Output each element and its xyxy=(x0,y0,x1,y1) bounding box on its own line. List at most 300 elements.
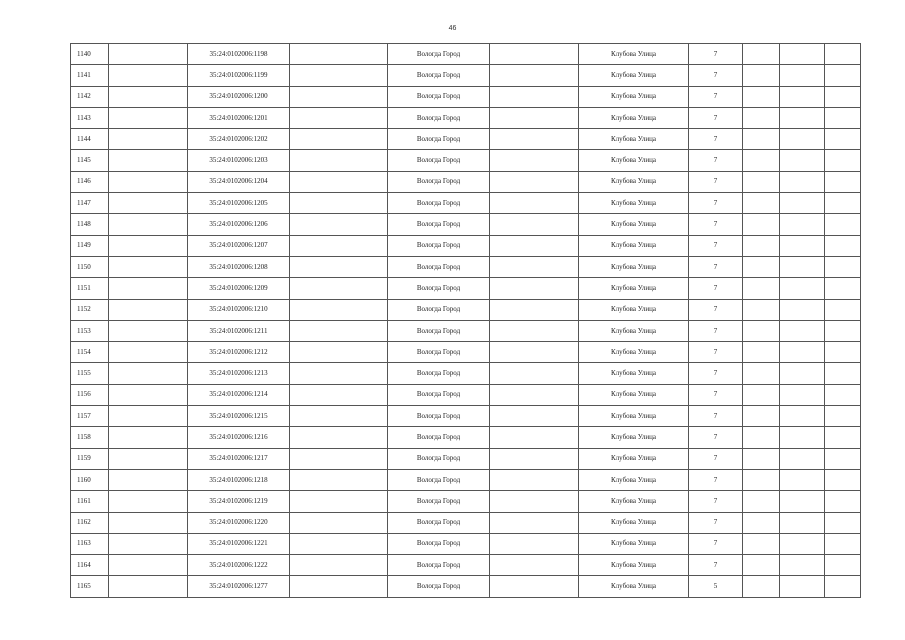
street-cell: Клубова Улица xyxy=(579,491,689,512)
table-row xyxy=(71,427,861,448)
empty-cell xyxy=(109,469,188,490)
cadastral-number-cell: 35:24:0102006:1209 xyxy=(188,278,290,299)
table-row xyxy=(71,65,861,86)
empty-cell xyxy=(743,363,780,384)
empty-cell xyxy=(109,491,188,512)
city-cell: Вологда Город xyxy=(388,235,490,256)
city-cell: Вологда Город xyxy=(388,406,490,427)
empty-cell xyxy=(825,448,861,469)
empty-cell xyxy=(780,469,825,490)
empty-cell xyxy=(490,107,579,128)
empty-cell xyxy=(109,448,188,469)
cadastral-number-cell: 35:24:0102006:1222 xyxy=(188,555,290,576)
table-row xyxy=(71,150,861,171)
empty-cell xyxy=(743,448,780,469)
empty-cell xyxy=(743,65,780,86)
house-number-cell: 7 xyxy=(689,107,743,128)
empty-cell xyxy=(109,299,188,320)
empty-cell xyxy=(780,235,825,256)
empty-cell xyxy=(825,555,861,576)
empty-cell xyxy=(743,150,780,171)
registry-table xyxy=(70,43,861,598)
empty-cell xyxy=(780,193,825,214)
empty-cell xyxy=(290,193,388,214)
empty-cell xyxy=(490,384,579,405)
empty-cell xyxy=(780,427,825,448)
city-cell: Вологда Город xyxy=(388,384,490,405)
empty-cell xyxy=(825,406,861,427)
empty-cell xyxy=(825,193,861,214)
city-cell: Вологда Город xyxy=(388,576,490,597)
row-number-cell: 1158 xyxy=(71,427,109,448)
empty-cell xyxy=(290,342,388,363)
empty-cell xyxy=(743,235,780,256)
empty-cell xyxy=(290,278,388,299)
empty-cell xyxy=(743,44,780,65)
house-number-cell: 7 xyxy=(689,533,743,554)
table-row xyxy=(71,235,861,256)
table-row xyxy=(71,555,861,576)
house-number-cell: 7 xyxy=(689,278,743,299)
empty-cell xyxy=(780,150,825,171)
empty-cell xyxy=(490,469,579,490)
empty-cell xyxy=(109,171,188,192)
empty-cell xyxy=(490,491,579,512)
empty-cell xyxy=(780,171,825,192)
street-cell: Клубова Улица xyxy=(579,86,689,107)
table-row xyxy=(71,171,861,192)
row-number-cell: 1151 xyxy=(71,278,109,299)
empty-cell xyxy=(490,86,579,107)
empty-cell xyxy=(743,384,780,405)
street-cell: Клубова Улица xyxy=(579,235,689,256)
row-number-cell: 1164 xyxy=(71,555,109,576)
empty-cell xyxy=(825,86,861,107)
row-number-cell: 1140 xyxy=(71,44,109,65)
street-cell: Клубова Улица xyxy=(579,342,689,363)
city-cell: Вологда Город xyxy=(388,363,490,384)
city-cell: Вологда Город xyxy=(388,256,490,277)
empty-cell xyxy=(780,406,825,427)
empty-cell xyxy=(490,278,579,299)
empty-cell xyxy=(109,576,188,597)
table-row xyxy=(71,448,861,469)
table-row xyxy=(71,214,861,235)
empty-cell xyxy=(743,342,780,363)
empty-cell xyxy=(825,320,861,341)
cadastral-number-cell: 35:24:0102006:1277 xyxy=(188,576,290,597)
cadastral-number-cell: 35:24:0102006:1218 xyxy=(188,469,290,490)
cadastral-number-cell: 35:24:0102006:1211 xyxy=(188,320,290,341)
house-number-cell: 7 xyxy=(689,384,743,405)
row-number-cell: 1165 xyxy=(71,576,109,597)
empty-cell xyxy=(780,214,825,235)
empty-cell xyxy=(780,363,825,384)
row-number-cell: 1155 xyxy=(71,363,109,384)
empty-cell xyxy=(825,299,861,320)
empty-cell xyxy=(825,576,861,597)
city-cell: Вологда Город xyxy=(388,342,490,363)
empty-cell xyxy=(490,512,579,533)
empty-cell xyxy=(290,107,388,128)
house-number-cell: 7 xyxy=(689,129,743,150)
empty-cell xyxy=(290,299,388,320)
table-row xyxy=(71,576,861,597)
street-cell: Клубова Улица xyxy=(579,129,689,150)
table-row xyxy=(71,363,861,384)
city-cell: Вологда Город xyxy=(388,107,490,128)
table-row xyxy=(71,278,861,299)
empty-cell xyxy=(290,427,388,448)
city-cell: Вологда Город xyxy=(388,533,490,554)
empty-cell xyxy=(780,278,825,299)
street-cell: Клубова Улица xyxy=(579,299,689,320)
empty-cell xyxy=(109,342,188,363)
empty-cell xyxy=(780,448,825,469)
street-cell: Клубова Улица xyxy=(579,44,689,65)
cadastral-number-cell: 35:24:0102006:1201 xyxy=(188,107,290,128)
registry-table-body xyxy=(71,44,861,598)
house-number-cell: 7 xyxy=(689,65,743,86)
city-cell: Вологда Город xyxy=(388,129,490,150)
city-cell: Вологда Город xyxy=(388,65,490,86)
empty-cell xyxy=(743,129,780,150)
empty-cell xyxy=(825,107,861,128)
empty-cell xyxy=(109,107,188,128)
cadastral-number-cell: 35:24:0102006:1210 xyxy=(188,299,290,320)
street-cell: Клубова Улица xyxy=(579,150,689,171)
empty-cell xyxy=(780,299,825,320)
empty-cell xyxy=(490,448,579,469)
house-number-cell: 7 xyxy=(689,235,743,256)
row-number-cell: 1153 xyxy=(71,320,109,341)
empty-cell xyxy=(743,214,780,235)
empty-cell xyxy=(743,427,780,448)
street-cell: Клубова Улица xyxy=(579,448,689,469)
empty-cell xyxy=(290,363,388,384)
empty-cell xyxy=(109,214,188,235)
row-number-cell: 1154 xyxy=(71,342,109,363)
page-number: 46 xyxy=(448,25,457,32)
street-cell: Клубова Улица xyxy=(579,533,689,554)
empty-cell xyxy=(780,555,825,576)
city-cell: Вологда Город xyxy=(388,44,490,65)
empty-cell xyxy=(780,256,825,277)
empty-cell xyxy=(780,491,825,512)
empty-cell xyxy=(109,65,188,86)
cadastral-number-cell: 35:24:0102006:1198 xyxy=(188,44,290,65)
empty-cell xyxy=(780,44,825,65)
cadastral-number-cell: 35:24:0102006:1204 xyxy=(188,171,290,192)
empty-cell xyxy=(290,256,388,277)
row-number-cell: 1146 xyxy=(71,171,109,192)
empty-cell xyxy=(109,256,188,277)
empty-cell xyxy=(290,86,388,107)
house-number-cell: 7 xyxy=(689,171,743,192)
empty-cell xyxy=(780,86,825,107)
row-number-cell: 1157 xyxy=(71,406,109,427)
empty-cell xyxy=(825,512,861,533)
row-number-cell: 1143 xyxy=(71,107,109,128)
empty-cell xyxy=(780,107,825,128)
table-row xyxy=(71,384,861,405)
house-number-cell: 7 xyxy=(689,448,743,469)
empty-cell xyxy=(290,384,388,405)
row-number-cell: 1147 xyxy=(71,193,109,214)
city-cell: Вологда Город xyxy=(388,299,490,320)
empty-cell xyxy=(109,384,188,405)
empty-cell xyxy=(490,363,579,384)
table-row xyxy=(71,469,861,490)
empty-cell xyxy=(825,129,861,150)
house-number-cell: 7 xyxy=(689,214,743,235)
empty-cell xyxy=(290,171,388,192)
city-cell: Вологда Город xyxy=(388,491,490,512)
empty-cell xyxy=(109,427,188,448)
street-cell: Клубова Улица xyxy=(579,193,689,214)
empty-cell xyxy=(825,363,861,384)
table-row xyxy=(71,406,861,427)
street-cell: Клубова Улица xyxy=(579,320,689,341)
house-number-cell: 7 xyxy=(689,363,743,384)
house-number-cell: 7 xyxy=(689,469,743,490)
table-row xyxy=(71,86,861,107)
row-number-cell: 1150 xyxy=(71,256,109,277)
empty-cell xyxy=(825,65,861,86)
empty-cell xyxy=(825,171,861,192)
cadastral-number-cell: 35:24:0102006:1208 xyxy=(188,256,290,277)
cadastral-number-cell: 35:24:0102006:1212 xyxy=(188,342,290,363)
cadastral-number-cell: 35:24:0102006:1215 xyxy=(188,406,290,427)
house-number-cell: 7 xyxy=(689,555,743,576)
empty-cell xyxy=(743,193,780,214)
street-cell: Клубова Улица xyxy=(579,363,689,384)
empty-cell xyxy=(109,320,188,341)
house-number-cell: 7 xyxy=(689,342,743,363)
empty-cell xyxy=(743,469,780,490)
street-cell: Клубова Улица xyxy=(579,256,689,277)
cadastral-number-cell: 35:24:0102006:1220 xyxy=(188,512,290,533)
empty-cell xyxy=(290,406,388,427)
empty-cell xyxy=(490,150,579,171)
cadastral-number-cell: 35:24:0102006:1221 xyxy=(188,533,290,554)
row-number-cell: 1142 xyxy=(71,86,109,107)
empty-cell xyxy=(825,278,861,299)
empty-cell xyxy=(490,427,579,448)
house-number-cell: 7 xyxy=(689,256,743,277)
table-row xyxy=(71,320,861,341)
city-cell: Вологда Город xyxy=(388,427,490,448)
empty-cell xyxy=(490,171,579,192)
row-number-cell: 1163 xyxy=(71,533,109,554)
empty-cell xyxy=(743,533,780,554)
empty-cell xyxy=(290,533,388,554)
city-cell: Вологда Город xyxy=(388,555,490,576)
empty-cell xyxy=(780,576,825,597)
empty-cell xyxy=(780,320,825,341)
row-number-cell: 1148 xyxy=(71,214,109,235)
empty-cell xyxy=(290,448,388,469)
city-cell: Вологда Город xyxy=(388,320,490,341)
empty-cell xyxy=(109,533,188,554)
empty-cell xyxy=(825,342,861,363)
empty-cell xyxy=(490,320,579,341)
city-cell: Вологда Город xyxy=(388,278,490,299)
table-row xyxy=(71,44,861,65)
empty-cell xyxy=(109,278,188,299)
empty-cell xyxy=(290,555,388,576)
cadastral-number-cell: 35:24:0102006:1202 xyxy=(188,129,290,150)
empty-cell xyxy=(490,214,579,235)
empty-cell xyxy=(290,235,388,256)
empty-cell xyxy=(825,150,861,171)
table-row xyxy=(71,512,861,533)
city-cell: Вологда Город xyxy=(388,469,490,490)
empty-cell xyxy=(109,44,188,65)
empty-cell xyxy=(109,129,188,150)
empty-cell xyxy=(825,384,861,405)
cadastral-number-cell: 35:24:0102006:1214 xyxy=(188,384,290,405)
empty-cell xyxy=(490,193,579,214)
house-number-cell: 7 xyxy=(689,44,743,65)
empty-cell xyxy=(780,129,825,150)
empty-cell xyxy=(290,129,388,150)
house-number-cell: 7 xyxy=(689,491,743,512)
empty-cell xyxy=(743,512,780,533)
row-number-cell: 1149 xyxy=(71,235,109,256)
cadastral-number-cell: 35:24:0102006:1207 xyxy=(188,235,290,256)
empty-cell xyxy=(109,235,188,256)
house-number-cell: 7 xyxy=(689,427,743,448)
row-number-cell: 1161 xyxy=(71,491,109,512)
empty-cell xyxy=(780,512,825,533)
empty-cell xyxy=(825,491,861,512)
row-number-cell: 1162 xyxy=(71,512,109,533)
empty-cell xyxy=(743,256,780,277)
city-cell: Вологда Город xyxy=(388,150,490,171)
street-cell: Клубова Улица xyxy=(579,384,689,405)
table-row xyxy=(71,342,861,363)
row-number-cell: 1152 xyxy=(71,299,109,320)
house-number-cell: 7 xyxy=(689,193,743,214)
empty-cell xyxy=(743,171,780,192)
house-number-cell: 7 xyxy=(689,86,743,107)
empty-cell xyxy=(743,107,780,128)
city-cell: Вологда Город xyxy=(388,214,490,235)
empty-cell xyxy=(825,44,861,65)
empty-cell xyxy=(109,406,188,427)
table-row xyxy=(71,533,861,554)
empty-cell xyxy=(490,576,579,597)
row-number-cell: 1160 xyxy=(71,469,109,490)
empty-cell xyxy=(290,512,388,533)
street-cell: Клубова Улица xyxy=(579,278,689,299)
empty-cell xyxy=(743,320,780,341)
house-number-cell: 7 xyxy=(689,320,743,341)
street-cell: Клубова Улица xyxy=(579,171,689,192)
house-number-cell: 7 xyxy=(689,406,743,427)
empty-cell xyxy=(490,129,579,150)
empty-cell xyxy=(290,320,388,341)
cadastral-number-cell: 35:24:0102006:1206 xyxy=(188,214,290,235)
empty-cell xyxy=(743,576,780,597)
empty-cell xyxy=(490,533,579,554)
row-number-cell: 1145 xyxy=(71,150,109,171)
street-cell: Клубова Улица xyxy=(579,576,689,597)
street-cell: Клубова Улица xyxy=(579,512,689,533)
empty-cell xyxy=(109,512,188,533)
empty-cell xyxy=(490,406,579,427)
house-number-cell: 7 xyxy=(689,150,743,171)
empty-cell xyxy=(290,150,388,171)
empty-cell xyxy=(743,86,780,107)
cadastral-number-cell: 35:24:0102006:1199 xyxy=(188,65,290,86)
empty-cell xyxy=(490,342,579,363)
empty-cell xyxy=(290,491,388,512)
cadastral-number-cell: 35:24:0102006:1200 xyxy=(188,86,290,107)
street-cell: Клубова Улица xyxy=(579,65,689,86)
empty-cell xyxy=(109,555,188,576)
empty-cell xyxy=(743,299,780,320)
empty-cell xyxy=(109,193,188,214)
empty-cell xyxy=(743,278,780,299)
house-number-cell: 7 xyxy=(689,512,743,533)
street-cell: Клубова Улица xyxy=(579,427,689,448)
row-number-cell: 1156 xyxy=(71,384,109,405)
empty-cell xyxy=(109,363,188,384)
cadastral-number-cell: 35:24:0102006:1219 xyxy=(188,491,290,512)
empty-cell xyxy=(780,65,825,86)
row-number-cell: 1141 xyxy=(71,65,109,86)
empty-cell xyxy=(109,150,188,171)
street-cell: Клубова Улица xyxy=(579,107,689,128)
empty-cell xyxy=(490,44,579,65)
empty-cell xyxy=(825,533,861,554)
empty-cell xyxy=(825,235,861,256)
empty-cell xyxy=(825,256,861,277)
row-number-cell: 1144 xyxy=(71,129,109,150)
house-number-cell: 5 xyxy=(689,576,743,597)
cadastral-number-cell: 35:24:0102006:1213 xyxy=(188,363,290,384)
city-cell: Вологда Город xyxy=(388,512,490,533)
empty-cell xyxy=(780,384,825,405)
cadastral-number-cell: 35:24:0102006:1217 xyxy=(188,448,290,469)
empty-cell xyxy=(290,469,388,490)
table-row xyxy=(71,193,861,214)
empty-cell xyxy=(743,491,780,512)
street-cell: Клубова Улица xyxy=(579,555,689,576)
empty-cell xyxy=(490,65,579,86)
empty-cell xyxy=(780,342,825,363)
empty-cell xyxy=(290,576,388,597)
house-number-cell: 7 xyxy=(689,299,743,320)
empty-cell xyxy=(290,214,388,235)
empty-cell xyxy=(743,406,780,427)
city-cell: Вологда Город xyxy=(388,193,490,214)
table-row xyxy=(71,491,861,512)
city-cell: Вологда Город xyxy=(388,86,490,107)
city-cell: Вологда Город xyxy=(388,448,490,469)
city-cell: Вологда Город xyxy=(388,171,490,192)
empty-cell xyxy=(780,533,825,554)
cadastral-number-cell: 35:24:0102006:1216 xyxy=(188,427,290,448)
empty-cell xyxy=(825,469,861,490)
empty-cell xyxy=(743,555,780,576)
street-cell: Клубова Улица xyxy=(579,214,689,235)
table-row xyxy=(71,256,861,277)
table-row xyxy=(71,129,861,150)
cadastral-number-cell: 35:24:0102006:1205 xyxy=(188,193,290,214)
